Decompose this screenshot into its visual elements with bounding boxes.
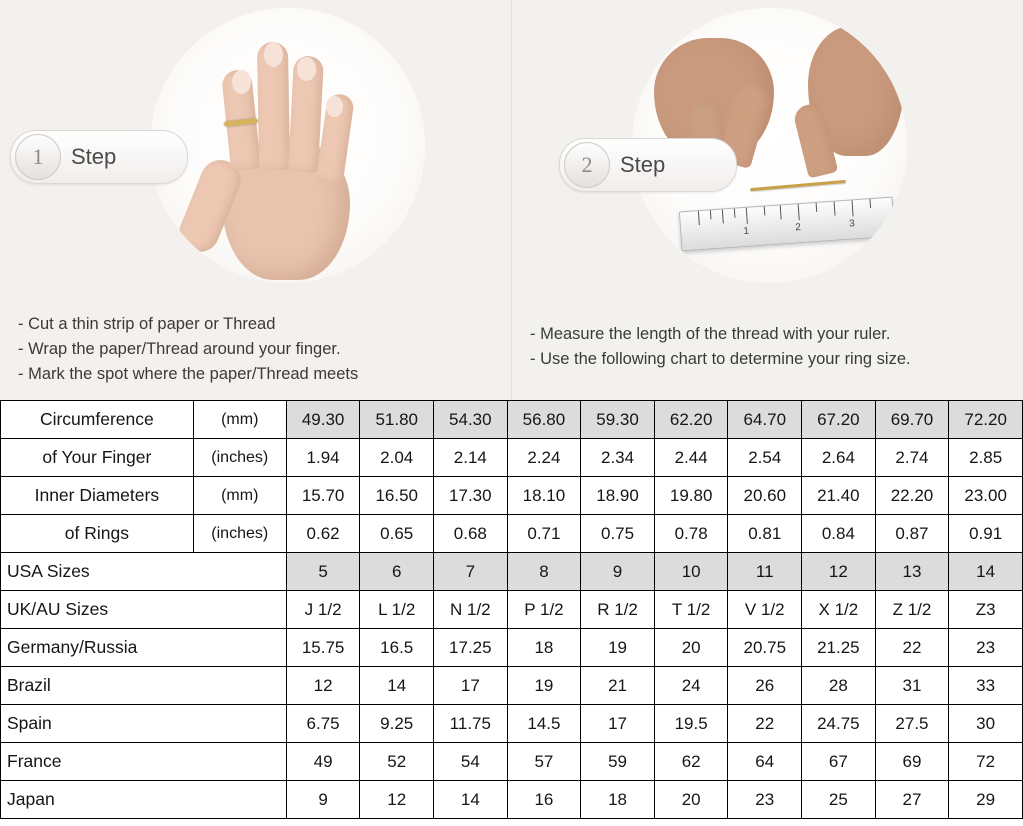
ruler-tick xyxy=(852,200,854,216)
cell: 8 xyxy=(507,553,581,591)
table-row xyxy=(1,781,1023,819)
cell: 22.20 xyxy=(875,477,949,515)
row-label: France xyxy=(1,743,287,781)
row-unit: (inches) xyxy=(193,515,286,553)
cell: 49 xyxy=(286,743,360,781)
row-label: Germany/Russia xyxy=(1,629,287,667)
step-2-badge xyxy=(559,138,737,192)
ruler-tick xyxy=(834,202,836,216)
step-2-number: 2 xyxy=(564,142,610,188)
cell: 23 xyxy=(728,781,802,819)
nail-pinky xyxy=(326,96,343,117)
cell: 10 xyxy=(654,553,728,591)
cell: 20 xyxy=(654,781,728,819)
cell: 67 xyxy=(802,743,876,781)
cell: 0.91 xyxy=(949,515,1023,553)
cell: 18 xyxy=(507,629,581,667)
cell: 72.20 xyxy=(949,401,1023,439)
nail-middle xyxy=(264,42,283,67)
cell: 9.25 xyxy=(360,705,434,743)
cell: 2.54 xyxy=(728,439,802,477)
row-unit: (mm) xyxy=(193,401,286,439)
cell: 2.44 xyxy=(654,439,728,477)
cell: 9 xyxy=(286,781,360,819)
ruler-number-3: 3 xyxy=(848,218,856,230)
cell: 1.94 xyxy=(286,439,360,477)
ruler-tick xyxy=(869,199,871,208)
ruler-tick xyxy=(734,209,736,218)
step-1-bullet-1: - Cut a thin strip of paper or Thread xyxy=(18,315,276,333)
cell: X 1/2 xyxy=(802,591,876,629)
cell: N 1/2 xyxy=(434,591,508,629)
cell: 49.30 xyxy=(286,401,360,439)
step-1-bullets xyxy=(18,312,358,387)
cell: 14 xyxy=(434,781,508,819)
cell: 18 xyxy=(581,781,655,819)
step-2-word: Step xyxy=(620,152,666,177)
cell: Z3 xyxy=(949,591,1023,629)
cell: 21.25 xyxy=(802,629,876,667)
cell: 5 xyxy=(286,553,360,591)
cell: L 1/2 xyxy=(360,591,434,629)
row-label: Brazil xyxy=(1,667,287,705)
cell: 33 xyxy=(949,667,1023,705)
cell: 2.85 xyxy=(949,439,1023,477)
cell: 72 xyxy=(949,743,1023,781)
cell: 15.70 xyxy=(286,477,360,515)
cell: 11.75 xyxy=(434,705,508,743)
cell: 25 xyxy=(802,781,876,819)
table-row xyxy=(1,515,1023,553)
cell: 2.04 xyxy=(360,439,434,477)
cell: Z 1/2 xyxy=(875,591,949,629)
nail-ring xyxy=(297,57,316,81)
ruler-tick xyxy=(710,210,712,219)
row-label: of Your Finger xyxy=(1,439,194,477)
cell: 0.71 xyxy=(507,515,581,553)
step-2-bullet-2: - Use the following chart to determine your ring size. xyxy=(530,350,911,368)
cell: 54.30 xyxy=(434,401,508,439)
ruler-tick xyxy=(764,207,766,216)
cell: 30 xyxy=(949,705,1023,743)
table-row xyxy=(1,439,1023,477)
cell: 54 xyxy=(434,743,508,781)
row-label: Inner Diameters xyxy=(1,477,194,515)
row-unit: (inches) xyxy=(193,439,286,477)
cell: 0.81 xyxy=(728,515,802,553)
cell: 20 xyxy=(654,629,728,667)
cell: 20.75 xyxy=(728,629,802,667)
cell: 22 xyxy=(875,629,949,667)
row-label: of Rings xyxy=(1,515,194,553)
ruler-tick xyxy=(746,208,748,224)
cell: 21 xyxy=(581,667,655,705)
table-row xyxy=(1,629,1023,667)
cell: 26 xyxy=(728,667,802,705)
cell: T 1/2 xyxy=(654,591,728,629)
ruler-number-1: 1 xyxy=(743,225,750,238)
cell: 14 xyxy=(360,667,434,705)
row-label: USA Sizes xyxy=(1,553,287,591)
step-1-panel xyxy=(0,0,511,400)
cell: 11 xyxy=(728,553,802,591)
cell: 16.50 xyxy=(360,477,434,515)
cell: J 1/2 xyxy=(286,591,360,629)
cell: 12 xyxy=(286,667,360,705)
cell: 31 xyxy=(875,667,949,705)
cell: 0.75 xyxy=(581,515,655,553)
cell: R 1/2 xyxy=(581,591,655,629)
step-1-number: 1 xyxy=(15,134,61,180)
cell: 20.60 xyxy=(728,477,802,515)
step-2-panel xyxy=(511,0,1023,400)
cell: 9 xyxy=(581,553,655,591)
cell: 22 xyxy=(728,705,802,743)
ruler-tick xyxy=(798,204,800,220)
cell: 18.90 xyxy=(581,477,655,515)
cell: 0.62 xyxy=(286,515,360,553)
cell: 62 xyxy=(654,743,728,781)
row-label: UK/AU Sizes xyxy=(1,591,287,629)
step-1-word: Step xyxy=(71,144,117,169)
cell: 0.87 xyxy=(875,515,949,553)
table-row xyxy=(1,591,1023,629)
cell: 59 xyxy=(581,743,655,781)
cell: 17.30 xyxy=(434,477,508,515)
cell: 15.75 xyxy=(286,629,360,667)
table-row xyxy=(1,705,1023,743)
instructions-section xyxy=(0,0,1023,400)
cell: 16.5 xyxy=(360,629,434,667)
cell: 17.25 xyxy=(434,629,508,667)
table-row xyxy=(1,743,1023,781)
cell: 0.84 xyxy=(802,515,876,553)
cell: 64.70 xyxy=(728,401,802,439)
step-2-bullets xyxy=(530,322,911,372)
cell: 17 xyxy=(581,705,655,743)
cell: 2.14 xyxy=(434,439,508,477)
cell: 59.30 xyxy=(581,401,655,439)
cell: 27.5 xyxy=(875,705,949,743)
cell: 24.75 xyxy=(802,705,876,743)
ruler-tick xyxy=(698,211,700,225)
cell: 56.80 xyxy=(507,401,581,439)
cell: 67.20 xyxy=(802,401,876,439)
cell: 12 xyxy=(360,781,434,819)
cell: P 1/2 xyxy=(507,591,581,629)
cell: 2.74 xyxy=(875,439,949,477)
row-label: Circumference xyxy=(1,401,194,439)
cell: 27 xyxy=(875,781,949,819)
cell: 17 xyxy=(434,667,508,705)
cell: 2.24 xyxy=(507,439,581,477)
panel-divider xyxy=(511,0,512,400)
table-row xyxy=(1,667,1023,705)
cell: 19.80 xyxy=(654,477,728,515)
nail-index xyxy=(232,70,251,94)
cell: 28 xyxy=(802,667,876,705)
cell: 23 xyxy=(949,629,1023,667)
table-row xyxy=(1,553,1023,591)
cell: 23.00 xyxy=(949,477,1023,515)
cell: 6.75 xyxy=(286,705,360,743)
cell: 57 xyxy=(507,743,581,781)
cell: 69.70 xyxy=(875,401,949,439)
step-1-bullet-2: - Wrap the paper/Thread around your finger. xyxy=(18,340,341,358)
cell: 12 xyxy=(802,553,876,591)
cell: 7 xyxy=(434,553,508,591)
cell: 51.80 xyxy=(360,401,434,439)
cell: 21.40 xyxy=(802,477,876,515)
cell: 52 xyxy=(360,743,434,781)
ring-size-table xyxy=(0,400,1023,819)
row-unit: (mm) xyxy=(193,477,286,515)
hand-with-thread-photo xyxy=(150,8,425,283)
ruler-tick xyxy=(780,205,782,219)
cell: 14 xyxy=(949,553,1023,591)
ruler-number-2: 2 xyxy=(794,222,802,234)
step-1-badge xyxy=(10,130,188,184)
cell: 2.64 xyxy=(802,439,876,477)
cell: 0.78 xyxy=(654,515,728,553)
cell: 19 xyxy=(507,667,581,705)
ruler-tick xyxy=(722,209,724,223)
table-row xyxy=(1,401,1023,439)
cell: 24 xyxy=(654,667,728,705)
table-row xyxy=(1,477,1023,515)
cell: 0.68 xyxy=(434,515,508,553)
cell: 0.65 xyxy=(360,515,434,553)
cell: V 1/2 xyxy=(728,591,802,629)
cell: 6 xyxy=(360,553,434,591)
cell: 14.5 xyxy=(507,705,581,743)
cell: 19.5 xyxy=(654,705,728,743)
row-label: Japan xyxy=(1,781,287,819)
cell: 2.34 xyxy=(581,439,655,477)
cell: 69 xyxy=(875,743,949,781)
cell: 13 xyxy=(875,553,949,591)
step-1-bullet-3: - Mark the spot where the paper/Thread meets xyxy=(18,365,359,383)
cell: 19 xyxy=(581,629,655,667)
cell: 62.20 xyxy=(654,401,728,439)
cell: 64 xyxy=(728,743,802,781)
row-label: Spain xyxy=(1,705,287,743)
cell: 29 xyxy=(949,781,1023,819)
ruler-tick xyxy=(816,203,818,212)
step-2-bullet-1: - Measure the length of the thread with your ruler. xyxy=(530,325,891,343)
cell: 16 xyxy=(507,781,581,819)
cell: 18.10 xyxy=(507,477,581,515)
